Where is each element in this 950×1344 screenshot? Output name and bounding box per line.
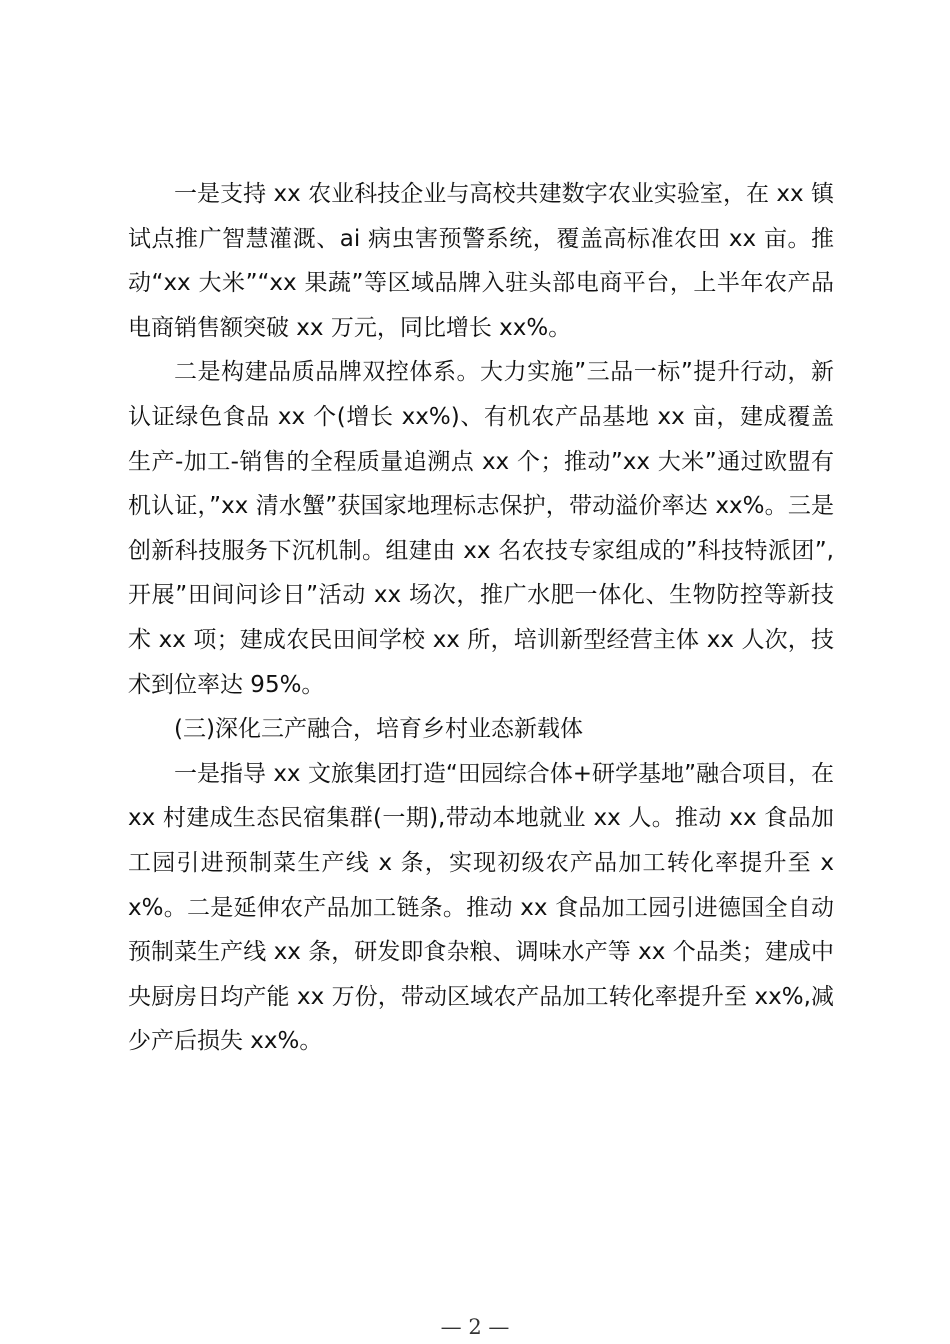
section-heading-three-industries: (三)深化三产融合，培育乡村业态新载体	[174, 716, 583, 743]
paragraph-quality-brand: 二是构建品质品牌双控体系。大力实施”三品一标”提升行动，新认证绿色食品 xx 个(增长 xx%)、有机农产品基地 xx 亩，建成覆盖生产-加工-销售的全程质量追溯点 xx 个；推动”xx 大米”通过欧盟有机认证，”xx 清水蟹”获国家地理标志保护，带动溢价率达 xx%。三是创新科技服务下沉机制。组建由 xx 名农技专家组成的”科技特派团”,开展”田间问诊日”活动 xx 场次，推广水肥一体化、生物防控等新技术 xx 项；建成农民田间学校 xx 所，培训新型经营主体 xx 人次，技术到位率达 95%。	[128, 359, 834, 698]
paragraph-digital-agriculture: 一是支持 xx 农业科技企业与高校共建数字农业实验室，在 xx 镇试点推广智慧灌溉、ai 病虫害预警系统，覆盖高标准农田 xx 亩。推动“xx 大米”“xx 果蔬”等区域品牌入驻头部电商平台，上半年农产品电商销售额突破 xx 万元，同比增长 xx%。	[128, 181, 834, 341]
paragraph-industry-integration: 一是指导 xx 文旅集团打造“田园综合体+研学基地”融合项目，在 xx 村建成生态民宿集群(一期),带动本地就业 xx 人。推动 xx 食品加工园引进预制菜生产线 x 条，实现初级农产品加工转化率提升至 xx%。二是延伸农产品加工链条。推动 xx 食品加工园引进德国全自动预制菜生产线 xx 条，研发即食杂粮、调味水产等 xx 个品类；建成中央厨房日均产能 xx 万份，带动区域农产品加工转化率提升至 xx%,减少产后损失 xx%。	[128, 760, 834, 1055]
document-body	[128, 172, 834, 1064]
page-number: — 2 —	[440, 1315, 510, 1339]
